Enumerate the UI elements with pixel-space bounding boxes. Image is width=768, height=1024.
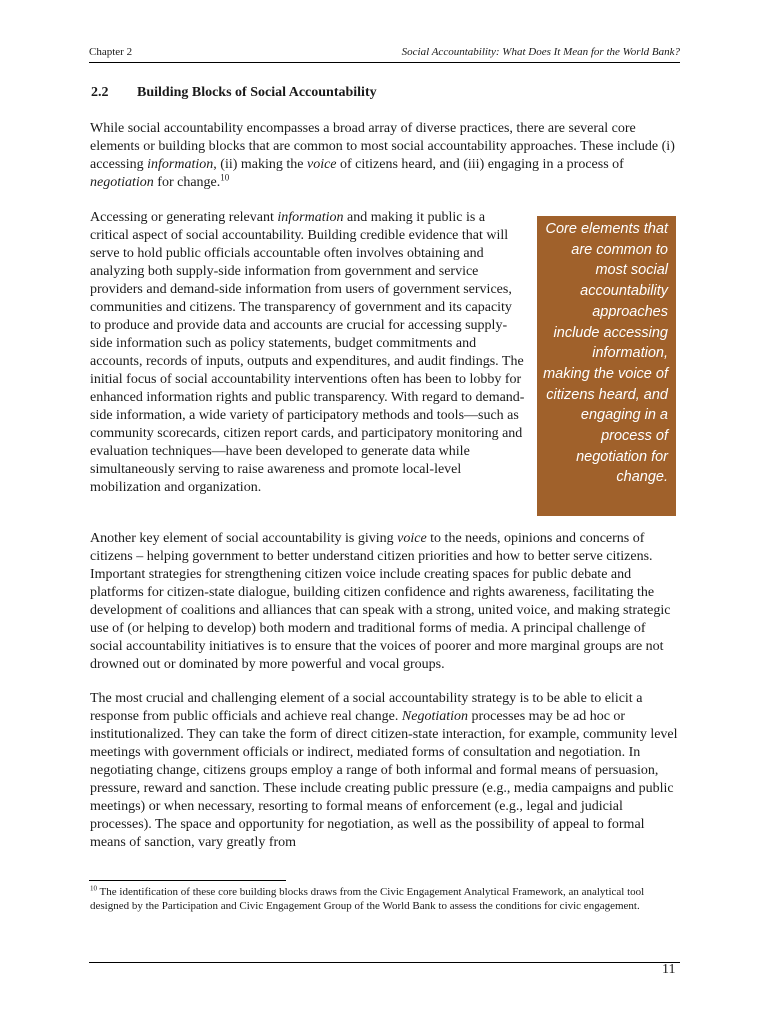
chapter-label: Chapter 2	[89, 46, 133, 58]
emphasis-voice: voice	[306, 157, 337, 172]
page-number: 11	[662, 962, 676, 977]
section-number: 2.2	[91, 85, 109, 100]
running-header	[89, 46, 680, 62]
text-run: and making it public is a critical aspect of social accountability. Building credible evidence that will serve to hold public officials accountable often involves obtaining and analyzing both supply-side information from government and service providers and demand-side information from users of government services, communities and citizens. The transparency of government and its capacity to produce and provide data and accounts are crucial for accessing supply-side information such as policy statements, budget commitments and accounts, records of inputs, outputs and expenditures, and audit findings. The initial focus of social accountability interventions often has been to lobby for enhanced information rights and public transparency. With regard to demand-side information, a wide variety of participatory methods and tools—such as community scorecards, citizen report cards, and participatory monitoring and evaluation techniques—have been developed to generate data while simultaneously serving to raise awareness and promote local-level mobilization and organization.	[90, 210, 525, 495]
pull-quote-callout: Core elements that are common to most social accountability approaches include accessing information, making the voice of citizens heard, and engaging in a process of negotiation for change.	[537, 216, 676, 516]
emphasis-negotiation: negotiation	[90, 175, 154, 190]
section-heading	[91, 85, 377, 101]
text-run: processes may be ad hoc or institutionalized. They can take the form of direct citizen-state interaction, for example, community level meetings with government officials or indirect, mediated forms of consultation and negotiation. In negotiating change, citizens groups employ a range of both informal and formal means of persuasion, pressure, reward and sanction. These include creating public pressure (e.g., media campaigns and public meetings) or when necessary, resorting to formal means of enforcement (e.g., legal and judicial processes). The space and opportunity for negotiation, as well as the possibility of appeal to formal means of sanction, vary greatly from	[90, 709, 678, 850]
paragraph-intro	[90, 120, 680, 192]
emphasis-information: information	[147, 157, 214, 172]
running-title: Social Accountability: What Does It Mean for the World Bank?	[401, 46, 680, 58]
text-run: Accessing or generating relevant	[90, 210, 278, 225]
emphasis-voice: voice	[397, 531, 427, 546]
footnote-divider	[89, 880, 286, 881]
header-divider	[89, 62, 680, 63]
paragraph-information	[90, 209, 526, 497]
footnote-marker: 10	[90, 884, 97, 893]
text-run: , (ii) making the	[213, 157, 307, 172]
text-run: for change.	[153, 175, 221, 190]
text-run: The most crucial and challenging element of a social accountability strategy is to be able to elicit a response from public officials and achieve real change.	[90, 691, 643, 724]
footnote-reference[interactable]: 10	[220, 172, 230, 183]
paragraph-negotiation	[90, 690, 680, 852]
paragraph-voice	[90, 530, 680, 674]
footer-divider	[89, 962, 680, 963]
text-run: While social accountability encompasses a broad array of diverse practices, there are several core elements or building blocks that are common to most social accountability approaches. These include (i) accessing	[90, 121, 675, 172]
emphasis-negotiation: Negotiation	[401, 709, 469, 724]
text-run: to the needs, opinions and concerns of citizens – helping government to better understand citizen priorities and how to better serve citizens. Important strategies for strengthening citizen voice include creating spaces for public debate and platforms for citizen-state dialogue, building citizen confidence and rights awareness, facilitating the development of coalitions and alliances that can speak with a strong, united voice, and making strategic use of (or helping to develop) both modern and traditional forms of media. A principal challenge of social accountability initiatives is to ensure that the voices of poorer and more marginal groups are not drowned out or dominated by more powerful and vocal groups.	[90, 531, 671, 672]
footnote	[90, 886, 678, 913]
text-run: Another key element of social accountability is giving	[90, 531, 398, 546]
text-run: of citizens heard, and (iii) engaging in a process of	[336, 157, 624, 172]
section-title: Building Blocks of Social Accountability	[137, 85, 377, 100]
emphasis-information: information	[277, 210, 344, 225]
footnote-text: The identification of these core building blocks draws from the Civic Engagement Analytical Framework, an analytical tool designed by the Participation and Civic Engagement Group of the World Bank to assess the conditions for civic engagement.	[90, 886, 645, 912]
